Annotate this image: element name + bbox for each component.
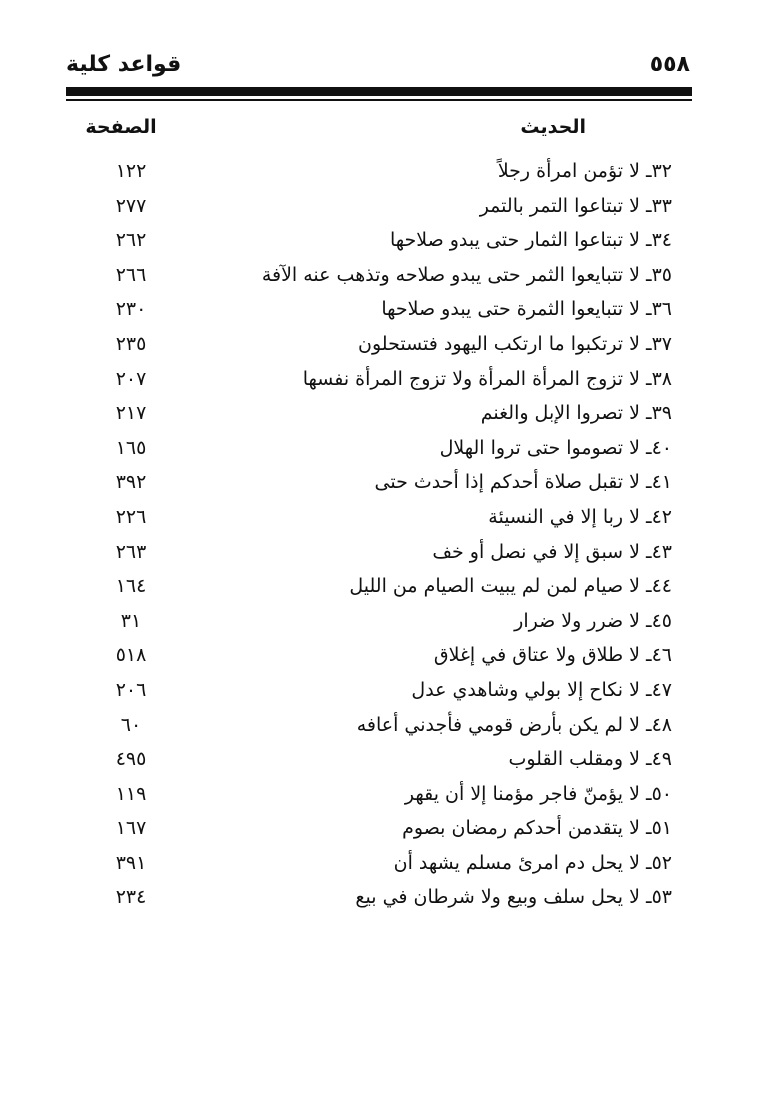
page-reference: ٢٣٤	[115, 886, 147, 909]
page-reference: ٦٠	[120, 713, 142, 736]
page-reference: ٣٩٢	[115, 471, 147, 494]
page-reference: ٣٩١	[115, 851, 147, 874]
page-reference: ٢٠٧	[115, 367, 147, 390]
index-row	[0, 435, 763, 470]
hadith-text: ٤٢ـ لا ربا إلا في النسيئة	[488, 505, 672, 528]
page-reference: ٢٧٧	[115, 194, 147, 217]
page-reference: ٤٩٥	[115, 748, 147, 771]
page-reference: ٢٦٢	[115, 229, 147, 252]
index-row	[0, 158, 763, 193]
hadith-text: ٤٧ـ لا نكاح إلا بولي وشاهدي عدل	[411, 678, 672, 701]
hadith-text: ٣٨ـ لا تزوج المرأة المرأة ولا تزوج المرأة نفسها	[302, 367, 672, 390]
hadith-text: ٤٨ـ لا لم يكن بأرض قومي فأجدني أعافه	[356, 713, 672, 736]
page-reference: ٢٠٦	[115, 678, 147, 701]
index-row	[0, 850, 763, 885]
page-reference: ٥١٨	[115, 644, 147, 667]
index-row	[0, 469, 763, 504]
hadith-text: ٣٥ـ لا تتبايعوا الثمر حتى يبدو صلاحه وتذهب عنه الآفة	[261, 263, 672, 286]
hadith-text: ٤٩ـ لا ومقلب القلوب	[508, 748, 672, 771]
index-row	[0, 884, 763, 919]
hadith-text: ٣٢ـ لا تؤمن امرأة رجلاً	[497, 160, 672, 182]
index-row	[0, 746, 763, 781]
page-reference: ٢١٧	[115, 402, 147, 425]
index-row	[0, 504, 763, 539]
index-table	[0, 158, 763, 919]
hadith-text: ٣٧ـ لا ترتكبوا ما ارتكب اليهود فتستحلون	[358, 332, 672, 355]
hadith-text: ٥٣ـ لا يحل سلف وبيع ولا شرطان في بيع	[355, 886, 672, 909]
index-row	[0, 296, 763, 331]
index-row	[0, 608, 763, 643]
hadith-text: ٤١ـ لا تقبل صلاة أحدكم إذا أحدث حتى	[374, 471, 672, 494]
hadith-text: ٣٩ـ لا تصروا الإبل والغنم	[480, 402, 672, 425]
hadith-text: ٥٢ـ لا يحل دم امرئ مسلم يشهد أن	[393, 851, 672, 874]
page-reference: ١٢٢	[115, 160, 147, 182]
index-row	[0, 366, 763, 401]
index-row	[0, 573, 763, 608]
page-reference: ٢٦٣	[115, 540, 147, 563]
hadith-text: ٤٣ـ لا سبق إلا في نصل أو خف	[432, 540, 672, 563]
index-row	[0, 642, 763, 677]
index-row	[0, 677, 763, 712]
hadith-text: ٥١ـ لا يتقدمن أحدكم رمضان بصوم	[402, 817, 672, 840]
page-reference: ٣١	[120, 609, 142, 632]
index-row	[0, 193, 763, 228]
index-row	[0, 400, 763, 435]
page-reference: ٢٢٦	[115, 505, 147, 528]
index-row	[0, 815, 763, 850]
hadith-text: ٤٠ـ لا تصوموا حتى تروا الهلال	[439, 436, 672, 459]
page-reference: ١٦٥	[115, 436, 147, 459]
index-row	[0, 712, 763, 747]
hadith-text: ٣٦ـ لا تتبايعوا الثمرة حتى يبدو صلاحها	[381, 298, 672, 321]
page-reference: ١٦٧	[115, 817, 147, 840]
page-reference: ٢٣٠	[115, 298, 147, 321]
hadith-text: ٤٦ـ لا طلاق ولا عتاق في إغلاق	[433, 644, 672, 667]
hadith-text: ٥٠ـ لا يؤمنّ فاجر مؤمنا إلا أن يقهر	[404, 782, 672, 805]
book-title: قواعد كلية	[66, 52, 182, 77]
index-row	[0, 781, 763, 816]
hadith-text: ٣٣ـ لا تبتاعوا التمر بالتمر	[479, 194, 672, 217]
page-reference: ٢٦٦	[115, 263, 147, 286]
hadith-text: ٤٥ـ لا ضرر ولا ضرار	[514, 609, 672, 632]
header-rule-thick	[66, 87, 692, 96]
header-rule-thin	[66, 99, 692, 101]
index-row	[0, 539, 763, 574]
hadith-text: ٣٤ـ لا تبتاعوا الثمار حتى يبدو صلاحها	[389, 229, 672, 252]
page-reference: ٢٣٥	[115, 332, 147, 355]
page-reference: ١١٩	[115, 782, 147, 805]
index-row	[0, 262, 763, 297]
page-reference: ١٦٤	[115, 575, 147, 598]
column-header-page: الصفحة	[85, 116, 157, 138]
hadith-text: ٤٤ـ لا صيام لمن لم يبيت الصيام من الليل	[349, 575, 672, 598]
index-row	[0, 331, 763, 366]
page-number: ٥٥٨	[649, 52, 690, 77]
column-header-hadith: الحديث	[520, 116, 586, 138]
index-row	[0, 227, 763, 262]
